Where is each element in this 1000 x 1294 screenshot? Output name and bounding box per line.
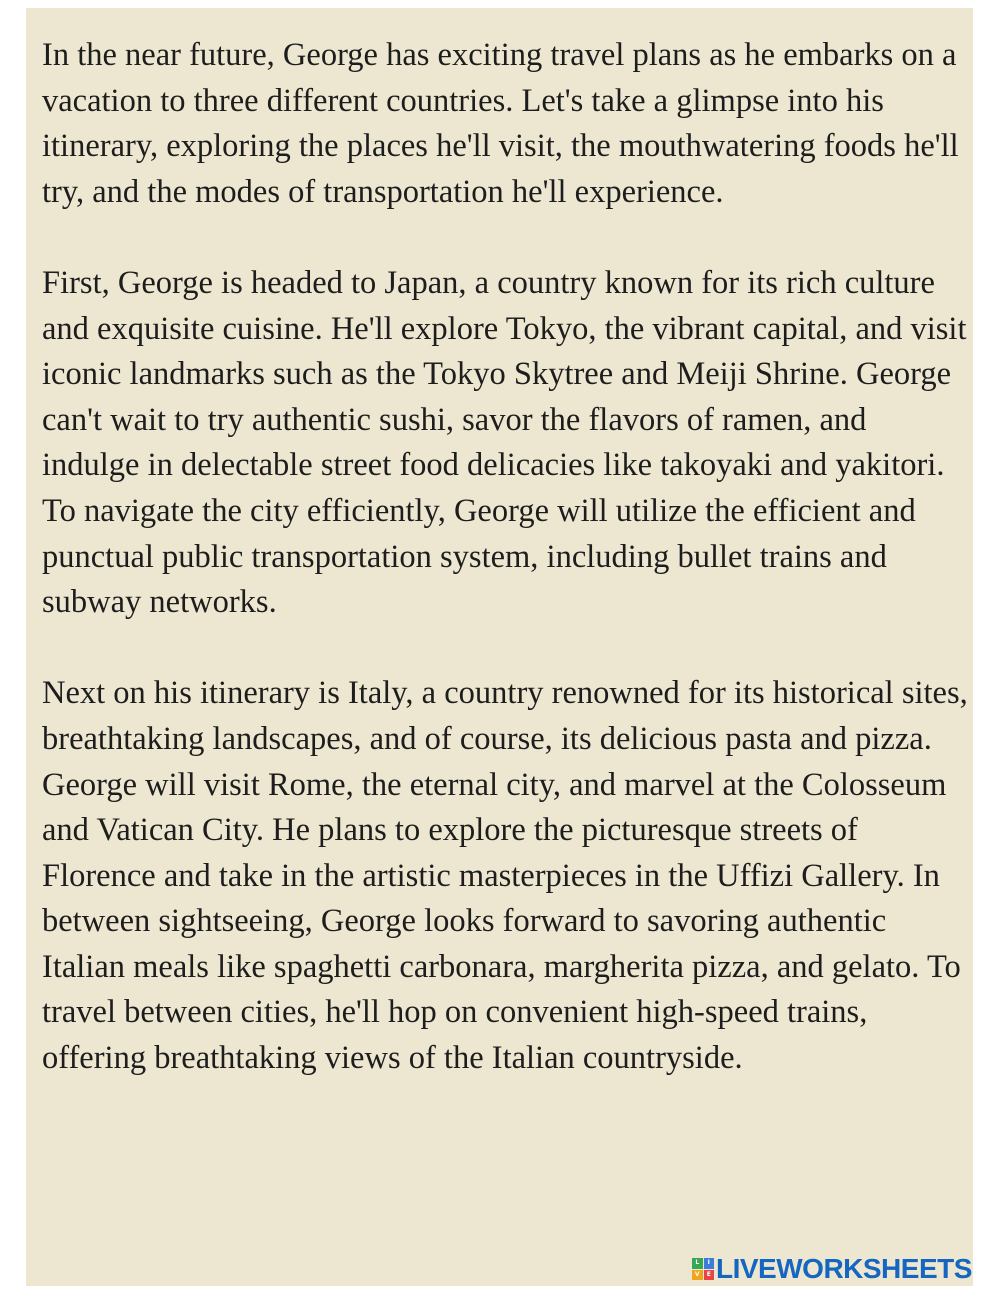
liveworksheets-logo-icon: L I V E [692,1258,714,1280]
liveworksheets-logo[interactable] [692,1253,972,1284]
liveworksheets-logo-text: LIVEWORKSHEETS [716,1253,972,1284]
paragraph-italy: Next on his itinerary is Italy, a country renowned for its historical sites, breathtaking landscapes, and of course, its delicious pasta and pizza. George will visit Rome, the eternal city, and marvel at the Colosseum and Vatican City. He plans to explore the picturesque streets of Florence and take in the artistic masterpieces in the Uffizi Gallery. In between sightseeing, George looks forward to savoring authentic Italian meals like spaghetti carbonara, margherita pizza, and gelato. To travel between cities, he'll hop on convenient high-speed trains, offering breathtaking views of the Italian countryside. [42,675,968,1077]
paragraph-intro: In the near future, George has exciting travel plans as he embarks on a vacation to three different countries. Let's take a glimpse into his itinerary, exploring the places he'll visit, the mouthwatering foods he'll try, and the modes of transportation he'll experience. [42,37,959,210]
reading-passage [42,33,972,1127]
paragraph-japan: First, George is headed to Japan, a country known for its rich culture and exquisite cuisine. He'll explore Tokyo, the vibrant capital, and visit iconic landmarks such as the Tokyo Skytree and Meiji Shrine. George can't wait to try authentic sushi, savor the flavors of ramen, and indulge in delectable street food delicacies like takoyaki and yakitori. To navigate the city efficiently, George will utilize the efficient and punctual public transportation system, including bullet trains and subway networks. [42,264,967,621]
